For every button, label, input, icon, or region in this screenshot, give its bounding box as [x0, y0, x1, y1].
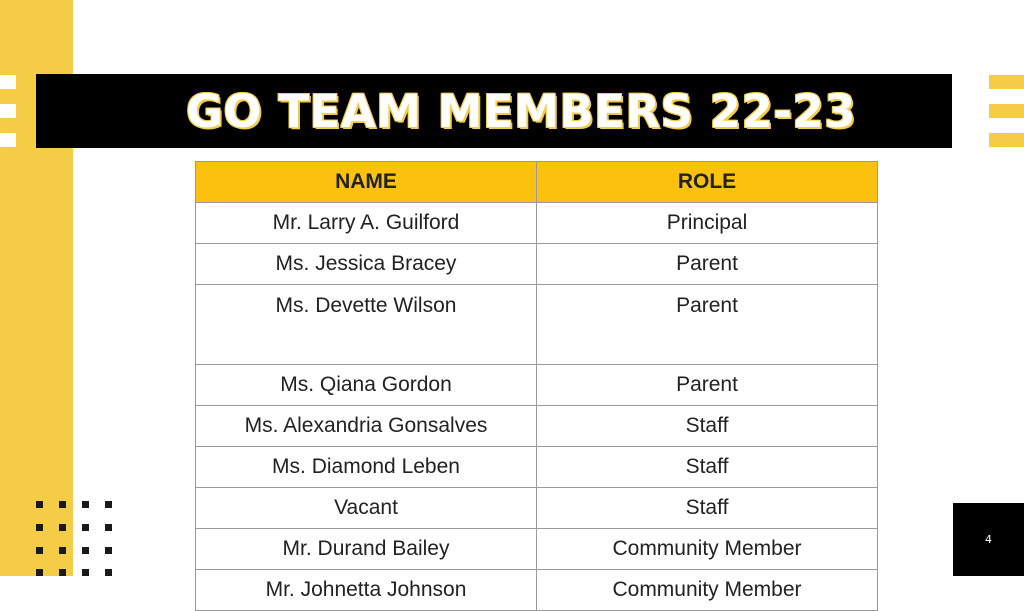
member-name: Mr. Durand Bailey	[196, 529, 537, 570]
members-table	[195, 161, 878, 611]
right-decor-bar	[989, 133, 1024, 147]
title-band	[36, 74, 952, 148]
decor-dot	[105, 569, 112, 576]
table-row	[196, 203, 878, 244]
member-name: Ms. Qiana Gordon	[196, 365, 537, 406]
decor-dot	[36, 524, 43, 531]
slide-title: GO TEAM MEMBERS 22-23	[186, 84, 857, 138]
decor-dot	[105, 501, 112, 508]
decor-dot	[36, 501, 43, 508]
decor-dot	[105, 524, 112, 531]
member-role: Staff	[537, 447, 878, 488]
page-number-box	[953, 503, 1024, 576]
table-row	[196, 529, 878, 570]
member-name: Ms. Jessica Bracey	[196, 244, 537, 285]
decor-dot	[82, 547, 89, 554]
role-column-header: ROLE	[537, 162, 878, 203]
name-column-header: NAME	[196, 162, 537, 203]
decor-dot	[36, 547, 43, 554]
member-role: Parent	[537, 365, 878, 406]
left-decor-bar	[0, 75, 16, 89]
decor-dot	[59, 569, 66, 576]
table-row	[196, 447, 878, 488]
table-row	[196, 406, 878, 447]
table-row	[196, 365, 878, 406]
member-role: Parent	[537, 285, 878, 365]
member-role: Staff	[537, 406, 878, 447]
decor-dot	[82, 569, 89, 576]
table-row	[196, 285, 878, 365]
member-role: Community Member	[537, 570, 878, 611]
member-name: Ms. Alexandria Gonsalves	[196, 406, 537, 447]
left-decor-bar	[0, 104, 16, 118]
decor-dot	[36, 569, 43, 576]
member-name: Ms. Devette Wilson	[196, 285, 537, 365]
member-name: Ms. Diamond Leben	[196, 447, 537, 488]
member-role: Principal	[537, 203, 878, 244]
table-header-row	[196, 162, 878, 203]
decor-dot	[59, 547, 66, 554]
decor-dot	[82, 524, 89, 531]
member-name: Mr. Larry A. Guilford	[196, 203, 537, 244]
decor-dot	[59, 501, 66, 508]
table-row	[196, 488, 878, 529]
member-role: Parent	[537, 244, 878, 285]
page-number: 4	[985, 533, 992, 546]
member-role: Staff	[537, 488, 878, 529]
decor-dot	[59, 524, 66, 531]
right-decor-bar	[989, 104, 1024, 118]
member-name: Mr. Johnetta Johnson	[196, 570, 537, 611]
member-name: Vacant	[196, 488, 537, 529]
decor-dot	[82, 501, 89, 508]
left-decor-bar	[0, 133, 16, 147]
table-row	[196, 244, 878, 285]
right-decor-bar	[989, 75, 1024, 89]
decor-dot	[105, 547, 112, 554]
member-role: Community Member	[537, 529, 878, 570]
